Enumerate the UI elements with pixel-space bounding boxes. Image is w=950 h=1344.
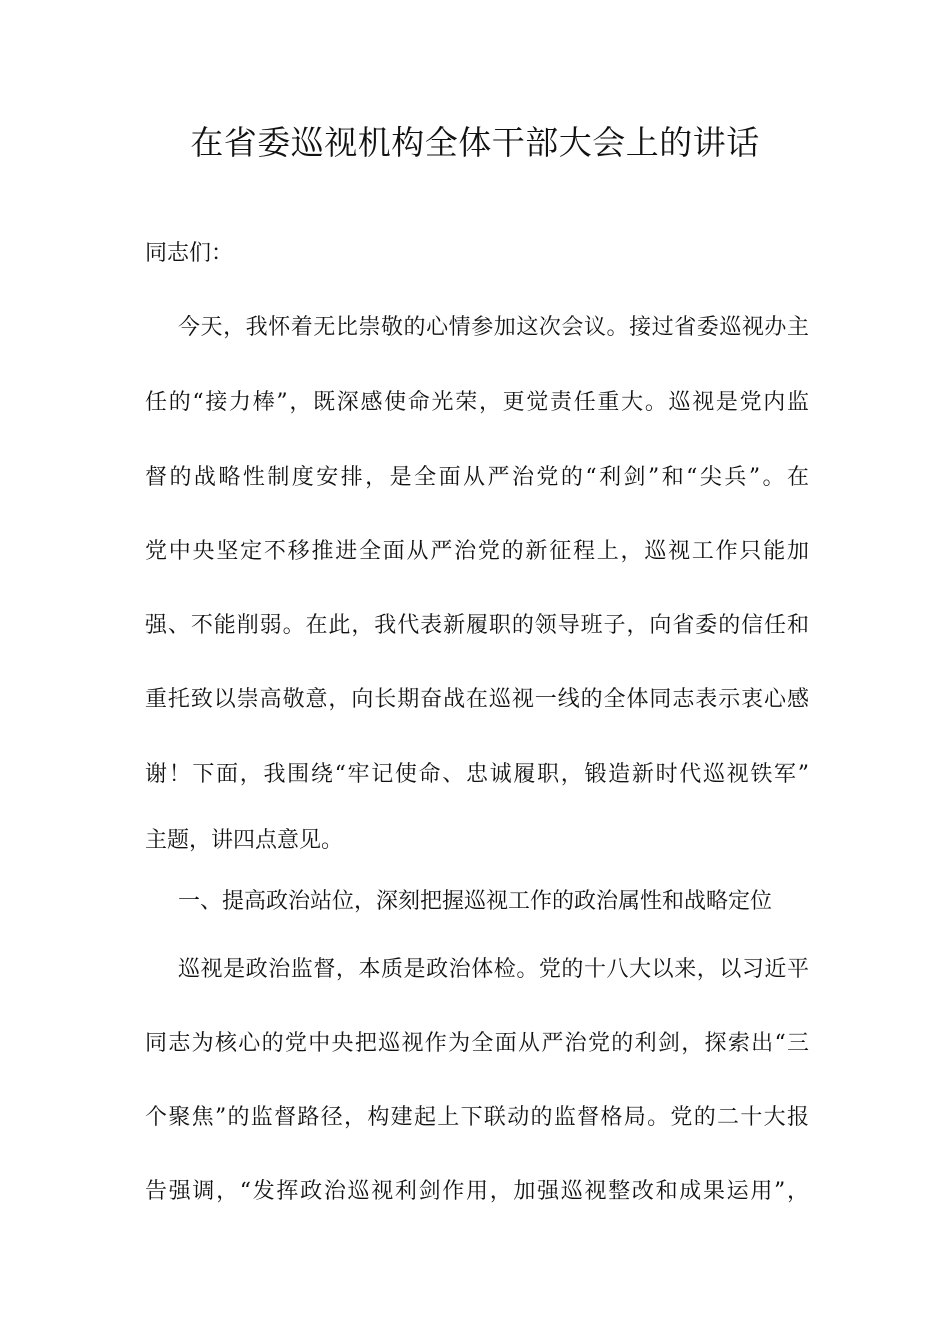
paragraph-line: 同志为核心的党中央把巡视作为全面从严治党的利剑，探索出“三 (145, 1031, 809, 1056)
paragraph-line: 党中央坚定不移推进全面从严治党的新征程上，巡视工作只能加 (145, 539, 809, 564)
salutation: 同志们： (145, 241, 234, 266)
paragraph-line: 个聚焦”的监督路径，构建起上下联动的监督格局。党的二十大报 (145, 1105, 809, 1130)
section-heading: 一、提高政治站位，深刻把握巡视工作的政治属性和战略定位 (178, 889, 773, 914)
document-title: 在省委巡视机构全体干部大会上的讲话 (190, 123, 760, 162)
paragraph-line: 强、不能削弱。在此，我代表新履职的领导班子，向省委的信任和 (145, 613, 809, 638)
paragraph-line: 告强调，“发挥政治巡视利剑作用，加强巡视整改和成果运用”， (145, 1179, 809, 1204)
paragraph-line: 督的战略性制度安排，是全面从严治党的“利剑”和“尖兵”。在 (145, 465, 809, 490)
paragraph-line: 谢！下面，我围绕“牢记使命、忠诚履职，锻造新时代巡视铁军” (145, 762, 809, 787)
paragraph-line: 重托致以崇高敬意，向长期奋战在巡视一线的全体同志表示衷心感 (145, 687, 809, 712)
paragraph-line: 巡视是政治监督，本质是政治体检。党的十八大以来，以习近平 (178, 957, 809, 982)
paragraph-line: 主题，讲四点意见。 (145, 828, 344, 853)
paragraph-line: 任的“接力棒”，既深感使命光荣，更觉责任重大。巡视是党内监 (145, 390, 809, 415)
paragraph-line: 今天，我怀着无比崇敬的心情参加这次会议。接过省委巡视办主 (178, 315, 809, 340)
